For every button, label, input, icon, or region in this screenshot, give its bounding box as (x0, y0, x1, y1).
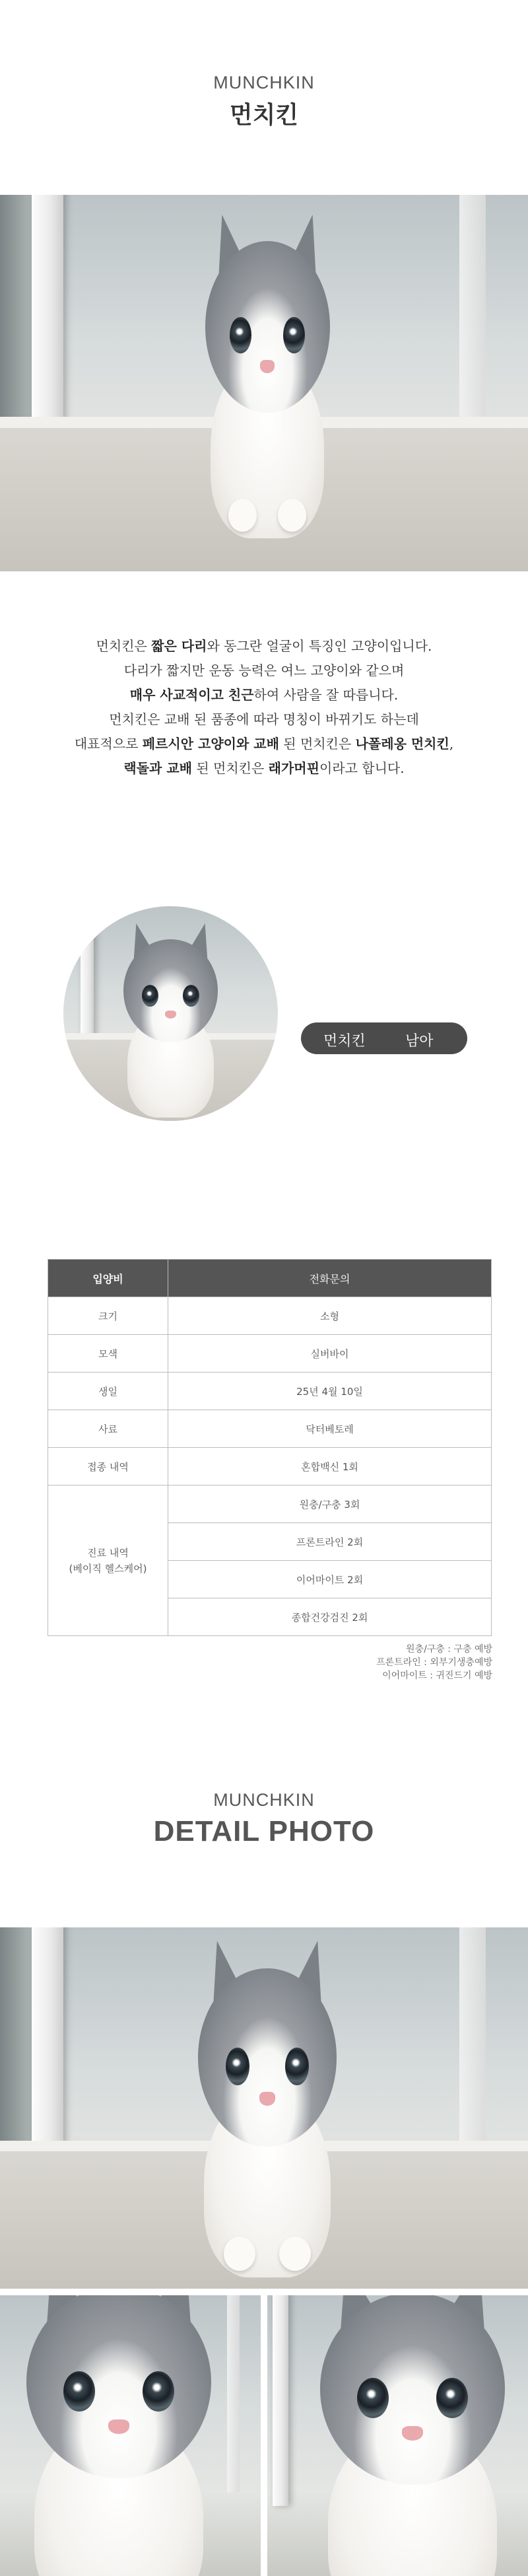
description-line (0, 732, 528, 756)
row-label: 접종 내역 (48, 1448, 168, 1485)
care-label (48, 1485, 168, 1636)
description-line (0, 707, 528, 732)
description-line (0, 683, 528, 707)
description-emphasis: 페르시안 고양이와 교배 (142, 736, 279, 752)
description-text: 이라고 합니다. (319, 760, 405, 776)
description-text: 와 동그란 얼굴이 특징인 고양이입니다. (207, 638, 432, 654)
care-value: 원충/구충 3회 (168, 1485, 492, 1523)
adoption-fee-value: 전화문의 (168, 1260, 492, 1297)
table-row (48, 1485, 492, 1523)
row-value: 소형 (168, 1297, 492, 1335)
row-value: 실버바이 (168, 1335, 492, 1373)
note-line: 프론트라인 : 외부기생충예방 (376, 1657, 492, 1668)
description-line (0, 659, 528, 683)
care-value: 이어마이트 2회 (168, 1561, 492, 1598)
table-row (48, 1335, 492, 1373)
breed-title-en: MUNCHKIN (213, 73, 315, 92)
row-value: 25년 4월 10일 (168, 1373, 492, 1410)
description-text: 된 먼치킨은 (191, 760, 269, 776)
care-notes (376, 1643, 492, 1682)
row-value: 혼합백신 1회 (168, 1448, 492, 1485)
row-label: 크기 (48, 1297, 168, 1335)
page-header (0, 0, 528, 195)
description-text: 다리가 짧지만 운동 능력은 여느 고양이와 같으며 (123, 662, 405, 678)
detail-title: DETAIL PHOTO (153, 1815, 375, 1847)
description-text: , (449, 736, 454, 752)
care-label-line2: (베이직 헬스케어) (69, 1562, 147, 1575)
description-line (0, 756, 528, 781)
adoption-fee-label: 입양비 (48, 1260, 168, 1297)
description-text: 먼치킨은 교배 된 품종에 따라 명칭이 바뀌기도 하는데 (109, 711, 419, 727)
table-row (48, 1297, 492, 1335)
hero-kitten-photo (0, 195, 528, 571)
profile-badge (301, 1022, 467, 1054)
info-table (48, 1259, 492, 1636)
description-line (0, 634, 528, 659)
detail-photo-large (0, 1927, 528, 2289)
detail-title-en: MUNCHKIN (213, 1790, 315, 1810)
row-value: 닥터베토레 (168, 1410, 492, 1448)
kitten-profile-photo (63, 906, 278, 1121)
description-text: 대표적으로 (74, 736, 143, 752)
description-emphasis: 래가머핀 (268, 760, 319, 776)
description-emphasis: 매우 사교적이고 친근 (129, 687, 254, 703)
row-label: 모색 (48, 1335, 168, 1373)
description-text: 하여 사람을 잘 따릅니다. (253, 687, 399, 703)
description-text: 먼치킨은 (96, 638, 152, 654)
detail-photo-left (0, 2295, 261, 2576)
table-header-row (48, 1260, 492, 1297)
care-value: 종합건강검진 2회 (168, 1598, 492, 1636)
row-label: 사료 (48, 1410, 168, 1448)
breed-description (0, 634, 528, 781)
description-text: 된 먼치킨은 (279, 736, 356, 752)
table-row (48, 1448, 492, 1485)
profile-breed: 먼치킨 (323, 1033, 366, 1050)
note-line: 원충/구충 : 구충 예방 (406, 1644, 492, 1655)
description-emphasis: 짧은 다리 (151, 638, 207, 654)
detail-photo-right (267, 2295, 528, 2576)
care-value: 프론트라인 2회 (168, 1523, 492, 1561)
profile-sex: 남아 (405, 1033, 434, 1050)
description-emphasis: 랙돌과 교배 (123, 760, 192, 776)
description-emphasis: 나폴레옹 먼치킨 (355, 736, 449, 752)
row-label: 생일 (48, 1373, 168, 1410)
care-label-line1: 진료 내역 (87, 1546, 129, 1559)
breed-title-ko: 먼치킨 (229, 102, 299, 129)
table-row (48, 1410, 492, 1448)
note-line: 이어마이트 : 귀진드기 예방 (382, 1670, 492, 1681)
table-row (48, 1373, 492, 1410)
